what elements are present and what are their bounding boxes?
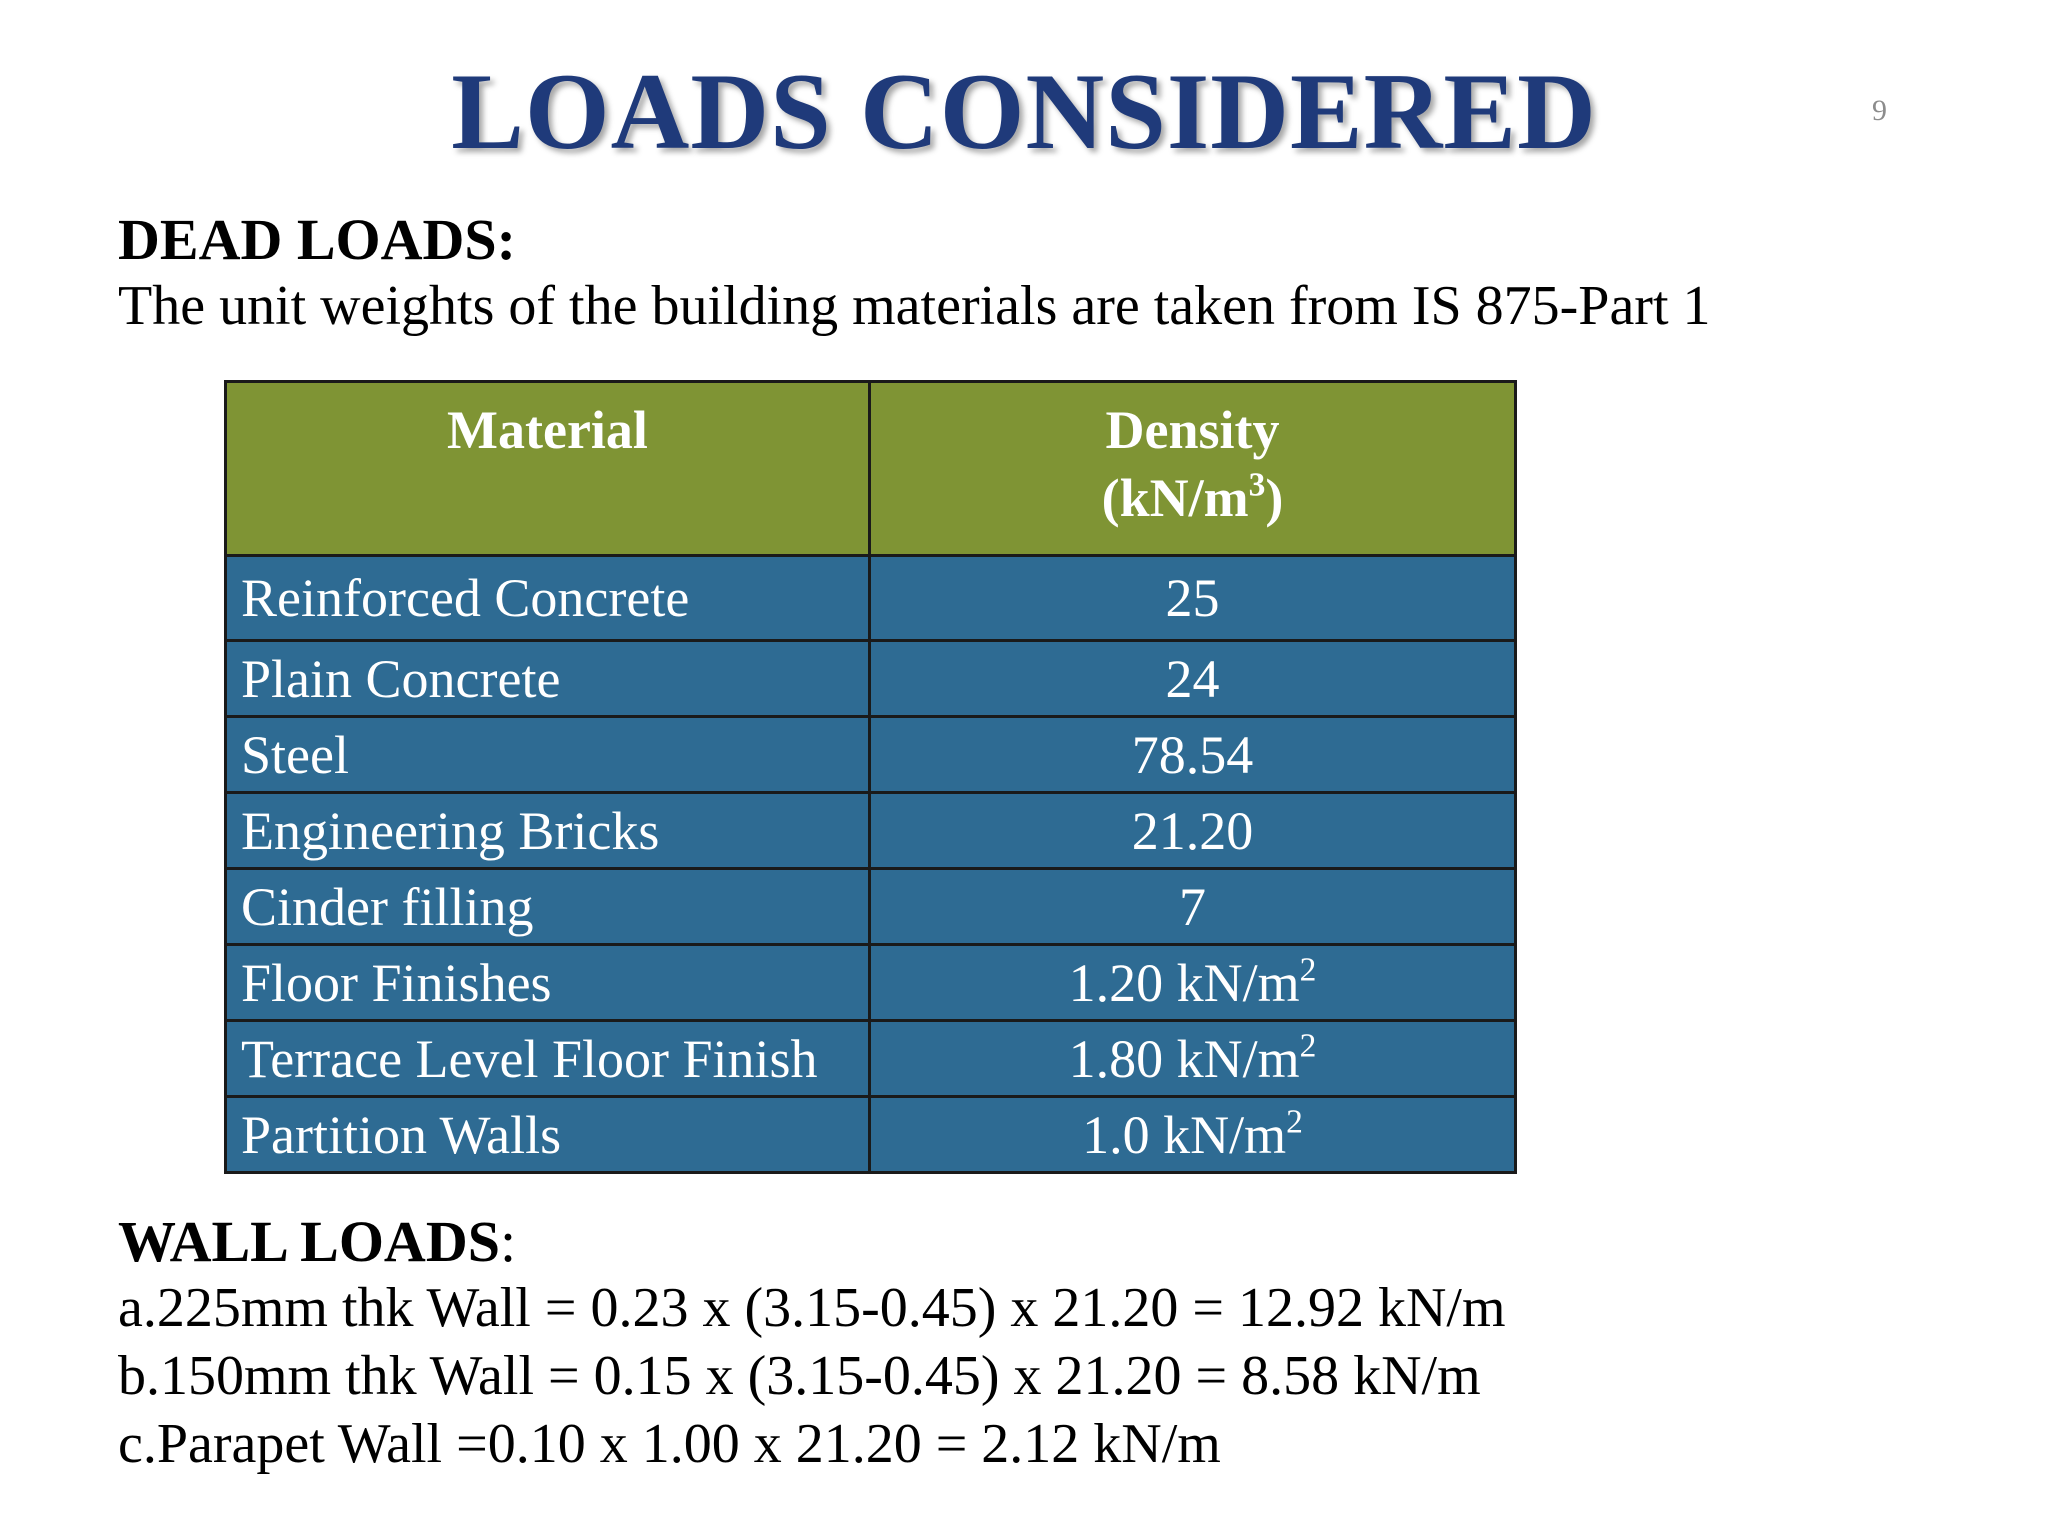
density-value: 21.20 — [1131, 800, 1254, 861]
density-unit-exponent: 2 — [1286, 1102, 1303, 1140]
table-row — [226, 641, 1516, 717]
density-unit-base: (kN/m — [1101, 467, 1249, 528]
wall-load-line-b: b.150mm thk Wall = 0.15 x (3.15-0.45) x 21.20 = 8.58 kN/m — [118, 1345, 1481, 1407]
material-column-header — [226, 382, 870, 556]
density-cell — [870, 717, 1516, 793]
density-value: 1.80 kN/m — [1068, 1028, 1300, 1089]
material-header-label: Material — [447, 400, 648, 460]
wall-load-line-a: a.225mm thk Wall = 0.23 x (3.15-0.45) x 21.20 = 12.92 kN/m — [118, 1277, 1506, 1339]
table-row — [226, 1097, 1516, 1173]
table-row — [226, 1021, 1516, 1097]
wall-loads-heading — [118, 1210, 516, 1274]
table-header-row — [226, 382, 1516, 556]
density-cell — [870, 1021, 1516, 1097]
wall-loads-heading-text: WALL LOADS — [118, 1209, 500, 1274]
density-value: 24 — [1165, 648, 1220, 709]
wall-load-line-c: c.Parapet Wall =0.10 x 1.00 x 21.20 = 2.12 kN/m — [118, 1413, 1221, 1475]
density-cell — [870, 869, 1516, 945]
material-cell: Terrace Level Floor Finish — [226, 1021, 870, 1097]
density-unit-exponent: 2 — [1299, 950, 1317, 988]
slide-title: LOADS CONSIDERED — [451, 51, 1597, 172]
density-unit-close: ) — [1265, 467, 1284, 528]
table-row — [226, 556, 1516, 641]
density-header-label: Density — [1105, 400, 1280, 460]
dead-loads-description: The unit weights of the building materials are taken from IS 875-Part 1 — [118, 275, 1711, 337]
material-cell: Cinder filling — [226, 869, 870, 945]
table-row — [226, 945, 1516, 1021]
material-cell: Steel — [226, 717, 870, 793]
density-cell — [870, 641, 1516, 717]
table-row — [226, 869, 1516, 945]
density-value: 1.0 kN/m — [1082, 1104, 1287, 1165]
density-cell — [870, 945, 1516, 1021]
density-column-header — [870, 382, 1516, 556]
density-value: 7 — [1179, 876, 1206, 937]
density-value: 1.20 kN/m — [1068, 952, 1300, 1013]
material-cell: Floor Finishes — [226, 945, 870, 1021]
table-row — [226, 793, 1516, 869]
density-unit-exponent: 3 — [1248, 465, 1266, 503]
density-unit-exponent: 2 — [1299, 1026, 1317, 1064]
material-cell: Plain Concrete — [226, 641, 870, 717]
material-cell: Reinforced Concrete — [226, 556, 870, 641]
density-cell — [870, 793, 1516, 869]
density-cell — [870, 556, 1516, 641]
table-row — [226, 717, 1516, 793]
density-table — [224, 380, 1517, 1174]
dead-loads-heading: DEAD LOADS: — [118, 207, 516, 272]
density-cell — [870, 1097, 1516, 1173]
density-value: 25 — [1165, 568, 1220, 628]
wall-loads-heading-colon: : — [499, 1209, 517, 1274]
page-number: 9 — [1872, 94, 1887, 127]
material-cell: Partition Walls — [226, 1097, 870, 1173]
density-value: 78.54 — [1131, 724, 1254, 785]
material-cell: Engineering Bricks — [226, 793, 870, 869]
